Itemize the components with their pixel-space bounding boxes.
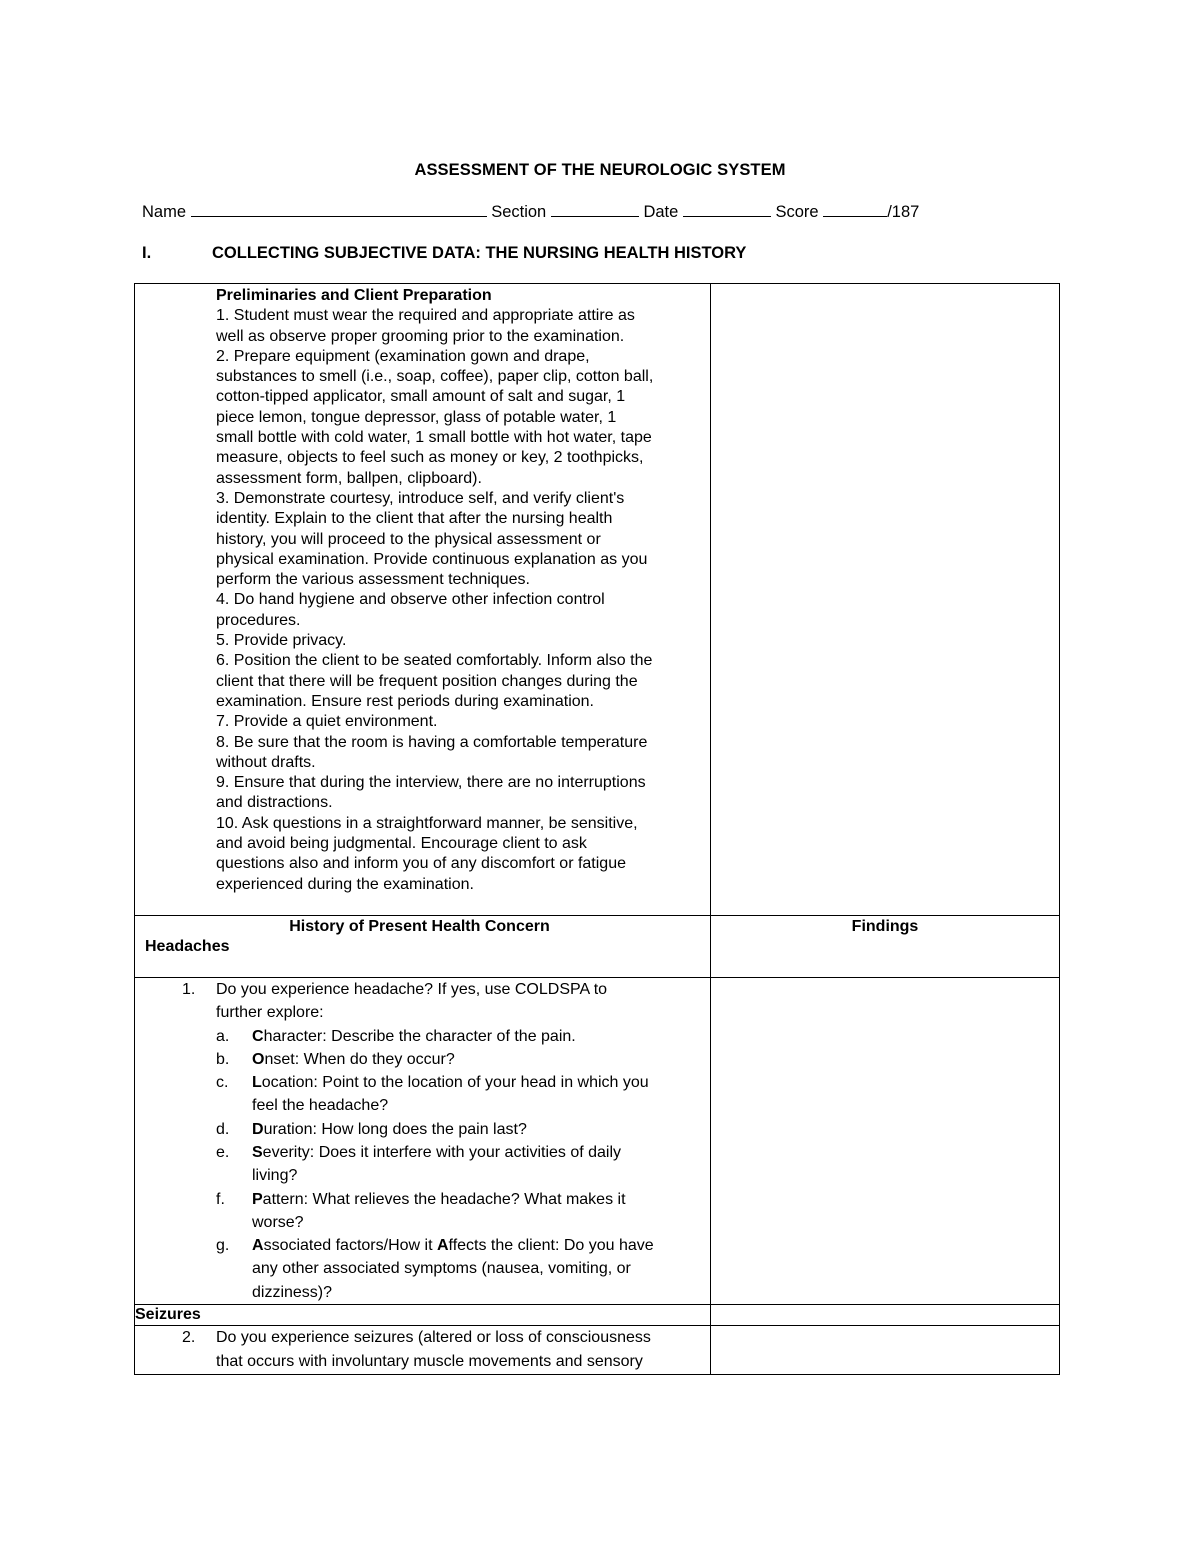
preliminaries-line: measure, objects to feel such as money or key, 2 toothpicks,: [216, 449, 644, 467]
item-text: attern: What relieves the headache? What makes it: [262, 1190, 626, 1208]
item-initial: L: [252, 1074, 262, 1092]
preliminaries-findings-cell[interactable]: [711, 284, 1060, 916]
item-text: any other associated symptoms (nausea, vomiting, or: [252, 1260, 631, 1278]
name-blank[interactable]: [191, 202, 487, 217]
item-letter: b.: [216, 1050, 230, 1068]
student-info-line: [142, 202, 919, 222]
preliminaries-line: 1. Student must wear the required and appropriate attire as: [216, 307, 635, 325]
question-2-line: Do you experience seizures (altered or loss of consciousness: [216, 1329, 651, 1347]
preliminaries-line: 9. Ensure that during the interview, there are no interruptions: [216, 774, 646, 792]
section-blank[interactable]: [551, 202, 639, 217]
preliminaries-line: 10. Ask questions in a straightforward manner, be sensitive,: [216, 814, 638, 832]
item-text: ocation: Point to the location of your head in which you: [261, 1074, 649, 1092]
coldspa-item: [216, 1025, 710, 1048]
question-1-findings-cell[interactable]: [711, 977, 1060, 1304]
question-1: [135, 978, 710, 1304]
question-1-line: Do you experience headache? If yes, use COLDSPA to: [216, 980, 608, 998]
item-text: dizziness)?: [252, 1283, 333, 1301]
score-total: /187: [887, 203, 920, 221]
question-1-cell: [135, 977, 711, 1304]
coldspa-item: [216, 1048, 710, 1071]
preliminaries-line: small bottle with cold water, 1 small bottle with hot water, tape: [216, 429, 652, 447]
findings-header-cell: [711, 915, 1060, 977]
headaches-label: Headaches: [145, 937, 230, 955]
question-2-row: [135, 1326, 1060, 1375]
preliminaries-line: 5. Provide privacy.: [216, 632, 347, 650]
score-label: Score: [775, 203, 819, 221]
preliminaries-line: 7. Provide a quiet environment.: [216, 713, 438, 731]
question-2-number: 2.: [182, 1329, 196, 1347]
item-letter: f.: [216, 1190, 225, 1208]
coldspa-item-g: [216, 1234, 710, 1304]
assessment-table: [134, 283, 1060, 1375]
preliminaries-line: questions also and inform you of any discomfort or fatigue: [216, 855, 626, 873]
preliminaries-line: 8. Be sure that the room is having a comfortable temperature: [216, 733, 648, 751]
preliminaries-cell: [135, 284, 711, 916]
item-text: worse?: [252, 1213, 304, 1231]
preliminaries-line: and distractions.: [216, 794, 333, 812]
seizures-label: Seizures: [135, 1305, 711, 1326]
preliminaries-line: history, you will proceed to the physical assessment or: [216, 530, 601, 548]
item-text: feel the headache?: [252, 1097, 389, 1115]
seizures-findings-header-cell[interactable]: [711, 1305, 1060, 1326]
item-text: haracter: Describe the character of the pain.: [263, 1027, 576, 1045]
item-initial: D: [252, 1120, 264, 1138]
coldspa-item: [216, 1071, 710, 1118]
question-1-line: further explore:: [216, 1004, 324, 1022]
coldspa-item: [216, 1188, 710, 1235]
preliminaries-line: 4. Do hand hygiene and observe other infection control: [216, 591, 605, 609]
date-label: Date: [643, 203, 679, 221]
item-initial: P: [252, 1190, 263, 1208]
history-header-row: [135, 915, 1060, 977]
preliminaries-row: [135, 284, 1060, 916]
item-letter: e.: [216, 1143, 230, 1161]
preliminaries-heading: Preliminaries and Client Preparation: [216, 287, 492, 304]
history-heading: History of Present Health Concern: [289, 917, 550, 935]
preliminaries-line: without drafts.: [216, 753, 316, 771]
item-letter: g.: [216, 1237, 230, 1255]
preliminaries-line: perform the various assessment techniques.: [216, 571, 530, 589]
item-letter: d.: [216, 1120, 230, 1138]
coldspa-item: [216, 1141, 710, 1188]
date-blank[interactable]: [683, 202, 771, 217]
seizures-header-row: [135, 1305, 1060, 1326]
preliminaries-line: cotton-tipped applicator, small amount of salt and sugar, 1: [216, 388, 626, 406]
preliminaries-text: [135, 284, 710, 915]
item-letter: a.: [216, 1027, 230, 1045]
preliminaries-line: 2. Prepare equipment (examination gown and drape,: [216, 347, 590, 365]
item-text: nset: When do they occur?: [264, 1050, 455, 1068]
section-title: COLLECTING SUBJECTIVE DATA: THE NURSING HEALTH HISTORY: [212, 244, 747, 262]
item-text: everity: Does it interfere with your activities of daily: [262, 1143, 622, 1161]
item-initial: S: [252, 1143, 263, 1161]
preliminaries-line: procedures.: [216, 611, 301, 629]
question-2-line: that occurs with involuntary muscle movements and sensory: [216, 1353, 643, 1371]
preliminaries-line: client that there will be frequent position changes during the: [216, 672, 638, 690]
preliminaries-line: identity. Explain to the client that after the nursing health: [216, 510, 613, 528]
history-header-cell: [135, 915, 711, 977]
coldspa-item: [216, 1118, 710, 1141]
item-initial: A: [252, 1237, 264, 1255]
item-text: ssociated factors/How it: [263, 1237, 437, 1255]
coldspa-list: [216, 1025, 710, 1305]
section-number: I.: [142, 244, 152, 262]
question-1-row: [135, 977, 1060, 1304]
score-blank[interactable]: [823, 202, 887, 217]
question-1-number: 1.: [182, 980, 196, 998]
findings-heading: Findings: [851, 917, 919, 935]
preliminaries-line: examination. Ensure rest periods during examination.: [216, 692, 594, 710]
preliminaries-line: assessment form, ballpen, clipboard).: [216, 469, 482, 487]
preliminaries-line: experienced during the examination.: [216, 875, 474, 893]
section-label: Section: [491, 203, 547, 221]
question-2-cell: [135, 1326, 711, 1375]
item-text: ffects the client: Do you have: [448, 1237, 654, 1255]
page-title: ASSESSMENT OF THE NEUROLOGIC SYSTEM: [414, 161, 786, 179]
item-initial: A: [436, 1237, 449, 1255]
preliminaries-line: physical examination. Provide continuous explanation as you: [216, 550, 648, 568]
question-2-findings-cell[interactable]: [711, 1326, 1060, 1375]
item-text: uration: How long does the pain last?: [263, 1120, 527, 1138]
item-initial: O: [252, 1050, 265, 1068]
preliminaries-line: 6. Position the client to be seated comfortably. Inform also the: [216, 652, 653, 670]
preliminaries-line: and avoid being judgmental. Encourage client to ask: [216, 835, 587, 853]
preliminaries-line: 3. Demonstrate courtesy, introduce self, and verify client's: [216, 489, 625, 507]
preliminaries-line: piece lemon, tongue depressor, glass of potable water, 1: [216, 408, 617, 426]
preliminaries-line: substances to smell (i.e., soap, coffee), paper clip, cotton ball,: [216, 368, 654, 386]
item-text: living?: [252, 1167, 298, 1185]
name-label: Name: [142, 203, 187, 221]
item-initial: C: [252, 1027, 264, 1045]
preliminaries-line: well as observe proper grooming prior to the examination.: [216, 327, 625, 345]
item-letter: c.: [216, 1074, 229, 1092]
section-heading: [142, 244, 746, 263]
question-2: [135, 1326, 710, 1374]
